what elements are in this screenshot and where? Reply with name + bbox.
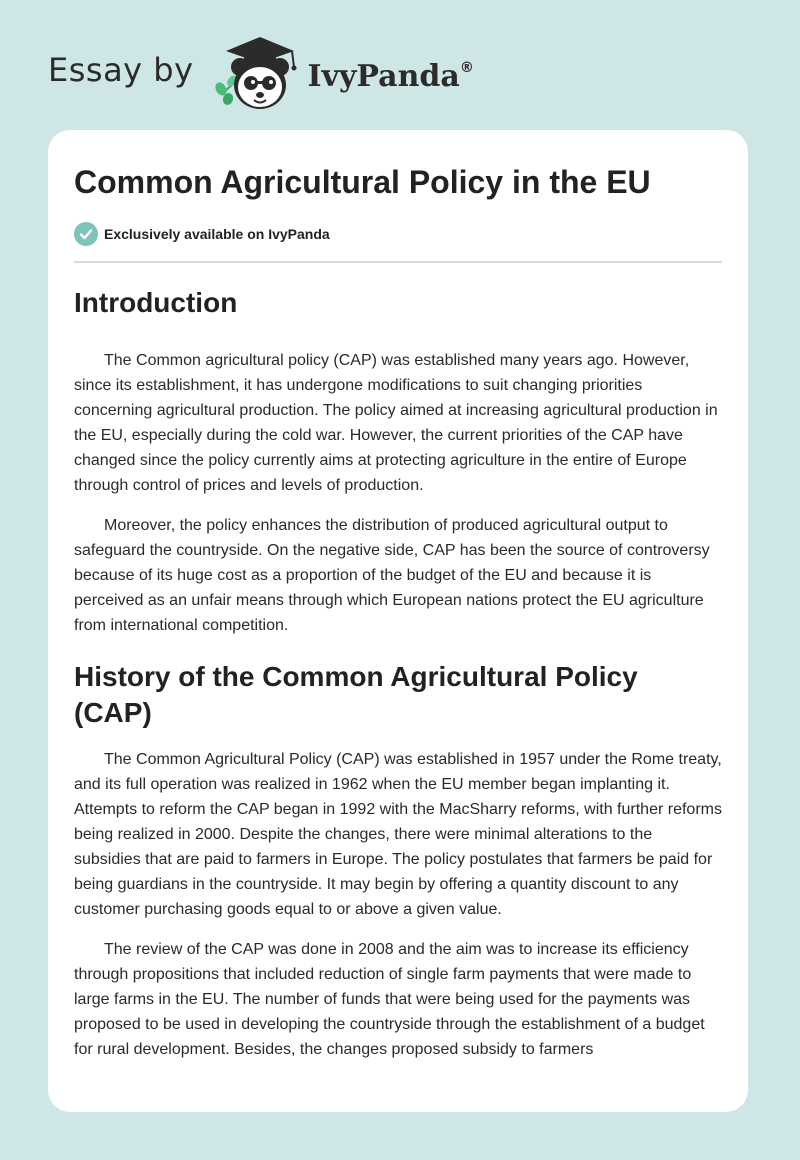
site-header: [48, 28, 474, 118]
title-divider: [74, 261, 722, 263]
paragraph: The Common Agricultural Policy (CAP) was established in 1957 under the Rome treaty, and its full operation was realized in 1962 when the EU member began implanting it. Attempts to reform the CAP began in 1992 with the MacSharry reforms, with further reforms being realized in 2000. Despite the changes, there were minimal alterations to the subsidies that are paid to farmers in Europe. The policy postulates that farmers be paid for being guardians in the countryside. It may begin by offering a quantity discount to any customer purchasing goods equal to or above a given value.: [74, 751, 722, 918]
panda-logo-icon: [208, 33, 304, 113]
exclusive-badge: [74, 222, 330, 246]
essay-card: [48, 130, 748, 1112]
brand-name[interactable]: IvyPanda®: [307, 58, 474, 94]
exclusive-badge-label: Exclusively available on IvyPanda: [104, 226, 330, 242]
essay-by-label: Essay by: [48, 51, 194, 89]
section-heading: History of the Common Agricultural Policy (CAP): [74, 661, 638, 728]
check-circle-icon: [74, 222, 98, 246]
paragraph: Moreover, the policy enhances the distribution of produced agricultural output to safeguard the countryside. On the negative side, CAP has been the source of controversy because of its huge cost as a proportion of the budget of the EU and because it is perceived as an unfair means through which European nations protect the EU agriculture from international competition.: [74, 517, 710, 634]
paragraph: The review of the CAP was done in 2008 and the aim was to increase its efficiency through propositions that included reduction of single farm payments that were made to large farms in the EU. The number of funds that were being used for the payments was proposed to be used in developing the countryside through the establishment of a budget for rural development. Besides, the changes proposed subsidy to farmers: [74, 941, 705, 1058]
essay-body: [74, 280, 722, 1062]
page-title: Common Agricultural Policy in the EU: [74, 164, 651, 200]
paragraph: The Common agricultural policy (CAP) was established many years ago. However, since its establishment, it has undergone modifications to suit changing priorities concerning agricultural production. The policy aimed at increasing agricultural production in the EU, especially during the cold war. However, the current priorities of the CAP have changed since the policy currently aims at protecting agriculture in the entire of Europe through control of prices and levels of production.: [74, 352, 718, 494]
section-heading: Introduction: [74, 287, 238, 318]
